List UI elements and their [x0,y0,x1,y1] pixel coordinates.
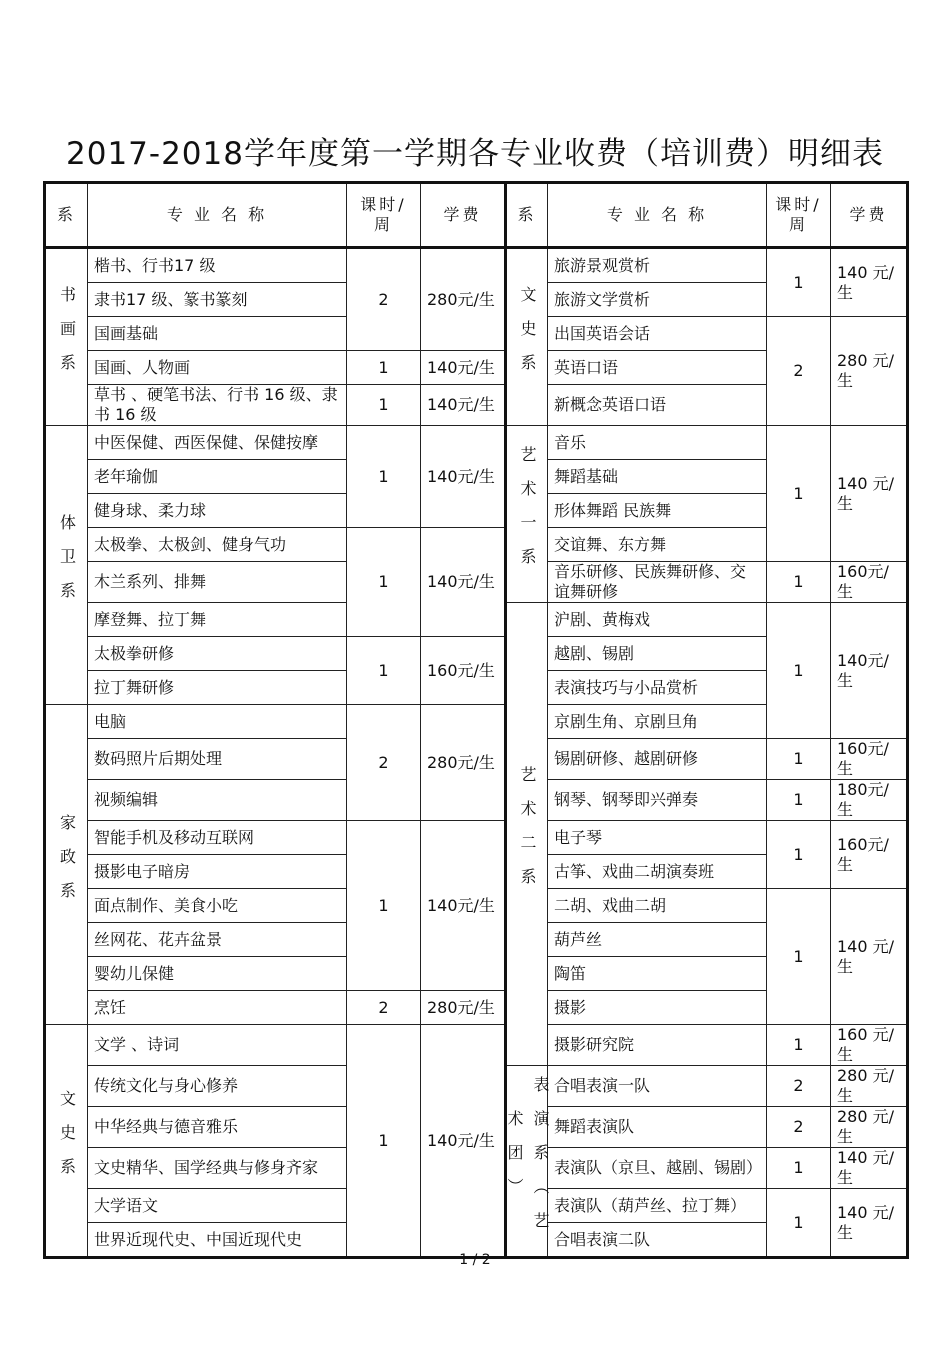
hours-cell: 2 [767,317,831,426]
course-name: 舞蹈表演队 [548,1107,767,1148]
course-name: 英语口语 [548,351,767,385]
department-cell: 艺术二系 [506,603,548,1066]
course-name: 合唱表演二队 [548,1223,767,1258]
fee-cell: 140元/生 [421,821,506,991]
fee-cell: 160元/生 [831,562,908,603]
fee-cell: 140 元/生 [831,248,908,317]
hours-cell: 2 [347,248,421,351]
hours-cell: 1 [767,889,831,1025]
course-name: 国画、人物画 [88,351,347,385]
hours-cell: 2 [767,1107,831,1148]
hours-cell: 1 [767,562,831,603]
course-name: 旅游景观赏析 [548,248,767,283]
fee-cell: 140元/生 [831,603,908,739]
header-dept: 系 [506,183,548,248]
fee-cell: 140 元/生 [831,426,908,562]
table-row [45,426,908,460]
course-name: 烹饪 [88,991,347,1025]
course-name: 越剧、锡剧 [548,637,767,671]
hours-cell: 1 [767,248,831,317]
course-name: 太极拳、太极剑、健身气功 [88,528,347,562]
course-name: 大学语文 [88,1189,347,1223]
course-name: 传统文化与身心修养 [88,1066,347,1107]
header-name: 专 业 名 称 [548,183,767,248]
course-name: 中华经典与德音雅乐 [88,1107,347,1148]
hours-cell: 1 [347,1025,421,1258]
fee-cell: 280 元/生 [831,1066,908,1107]
header-hours: 课时/周 [767,183,831,248]
department-cell: 表演系（艺术团） [506,1066,548,1258]
hours-cell: 1 [347,351,421,385]
table-row [45,821,908,855]
fee-cell: 160元/生 [831,739,908,780]
course-name: 舞蹈基础 [548,460,767,494]
course-name: 京剧生角、京剧旦角 [548,705,767,739]
course-name: 摄影电子暗房 [88,855,347,889]
course-name: 表演技巧与小品赏析 [548,671,767,705]
course-name: 国画基础 [88,317,347,351]
course-name: 丝网花、花卉盆景 [88,923,347,957]
hours-cell: 1 [347,637,421,705]
course-name: 健身球、柔力球 [88,494,347,528]
hours-cell: 1 [347,426,421,528]
course-name: 太极拳研修 [88,637,347,671]
course-name: 古筝、戏曲二胡演奏班 [548,855,767,889]
hours-cell: 1 [767,1025,831,1066]
course-name: 摄影研究院 [548,1025,767,1066]
course-name: 隶书17 级、篆书篆刻 [88,283,347,317]
fee-cell: 280元/生 [421,705,506,821]
course-name: 音乐研修、民族舞研修、交谊舞研修 [548,562,767,603]
course-name: 文史精华、国学经典与修身齐家 [88,1148,347,1189]
fee-cell: 140元/生 [421,385,506,426]
course-name: 婴幼儿保健 [88,957,347,991]
fee-table [43,181,909,1259]
fee-cell: 140元/生 [421,426,506,528]
course-name: 智能手机及移动互联网 [88,821,347,855]
fee-cell: 160元/生 [831,821,908,889]
hours-cell: 1 [767,739,831,780]
table-header-row [45,183,908,248]
course-name: 老年瑜伽 [88,460,347,494]
hours-cell: 1 [767,1189,831,1258]
hours-cell: 1 [767,603,831,739]
course-name: 锡剧研修、越剧研修 [548,739,767,780]
department-cell: 艺术一系 [506,426,548,603]
fee-cell: 280 元/生 [831,317,908,426]
hours-cell: 2 [347,991,421,1025]
hours-cell: 1 [767,821,831,889]
page-title: 2017-2018学年度第一学期各专业收费（培训费）明细表 [66,136,884,172]
course-name: 电子琴 [548,821,767,855]
course-name: 文学 、诗词 [88,1025,347,1066]
course-name: 草书 、硬笔书法、行书 16 级、隶书 16 级 [88,385,347,426]
course-name: 世界近现代史、中国近现代史 [88,1223,347,1258]
hours-cell: 1 [767,426,831,562]
hours-cell: 2 [347,705,421,821]
header-hours: 课时/周 [347,183,421,248]
course-name: 沪剧、黄梅戏 [548,603,767,637]
header-fee: 学费 [421,183,506,248]
fee-cell: 140 元/生 [831,1148,908,1189]
fee-cell: 140元/生 [421,528,506,637]
course-name: 摩登舞、拉丁舞 [88,603,347,637]
department-cell: 体卫系 [45,426,88,705]
header-dept: 系 [45,183,88,248]
fee-cell: 140 元/生 [831,1189,908,1258]
department-cell: 文史系 [45,1025,88,1258]
fee-cell: 160 元/生 [831,1025,908,1066]
course-name: 视频编辑 [88,780,347,821]
hours-cell: 2 [767,1066,831,1107]
course-name: 陶笛 [548,957,767,991]
fee-cell: 160元/生 [421,637,506,705]
header-name: 专 业 名 称 [88,183,347,248]
table-row [45,248,908,283]
fee-cell: 280 元/生 [831,1107,908,1148]
course-name: 二胡、戏曲二胡 [548,889,767,923]
department-cell: 文史系 [506,248,548,426]
course-name: 面点制作、美食小吃 [88,889,347,923]
course-name: 楷书、行书17 级 [88,248,347,283]
fee-cell: 140元/生 [421,351,506,385]
course-name: 表演队（葫芦丝、拉丁舞） [548,1189,767,1223]
table-row [45,1025,908,1066]
fee-cell: 280元/生 [421,248,506,351]
hours-cell: 1 [347,821,421,991]
course-name: 新概念英语口语 [548,385,767,426]
course-name: 电脑 [88,705,347,739]
hours-cell: 1 [767,780,831,821]
course-name: 音乐 [548,426,767,460]
department-cell: 家政系 [45,705,88,1025]
course-name: 交谊舞、东方舞 [548,528,767,562]
course-name: 钢琴、钢琴即兴弹奏 [548,780,767,821]
fee-cell: 280元/生 [421,991,506,1025]
course-name: 合唱表演一队 [548,1066,767,1107]
course-name: 拉丁舞研修 [88,671,347,705]
fee-cell: 180元/生 [831,780,908,821]
fee-cell: 140元/生 [421,1025,506,1258]
hours-cell: 1 [347,528,421,637]
course-name: 数码照片后期处理 [88,739,347,780]
header-fee: 学费 [831,183,908,248]
course-name: 木兰系列、排舞 [88,562,347,603]
course-name: 摄影 [548,991,767,1025]
course-name: 中医保健、西医保健、保健按摩 [88,426,347,460]
hours-cell: 1 [347,385,421,426]
course-name: 旅游文学赏析 [548,283,767,317]
course-name: 形体舞蹈 民族舞 [548,494,767,528]
department-cell: 书画系 [45,248,88,426]
course-name: 表演队（京旦、越剧、锡剧） [548,1148,767,1189]
hours-cell: 1 [767,1148,831,1189]
fee-cell: 140 元/生 [831,889,908,1025]
course-name: 出国英语会话 [548,317,767,351]
course-name: 葫芦丝 [548,923,767,957]
page-number: 1 / 2 [459,1252,491,1268]
